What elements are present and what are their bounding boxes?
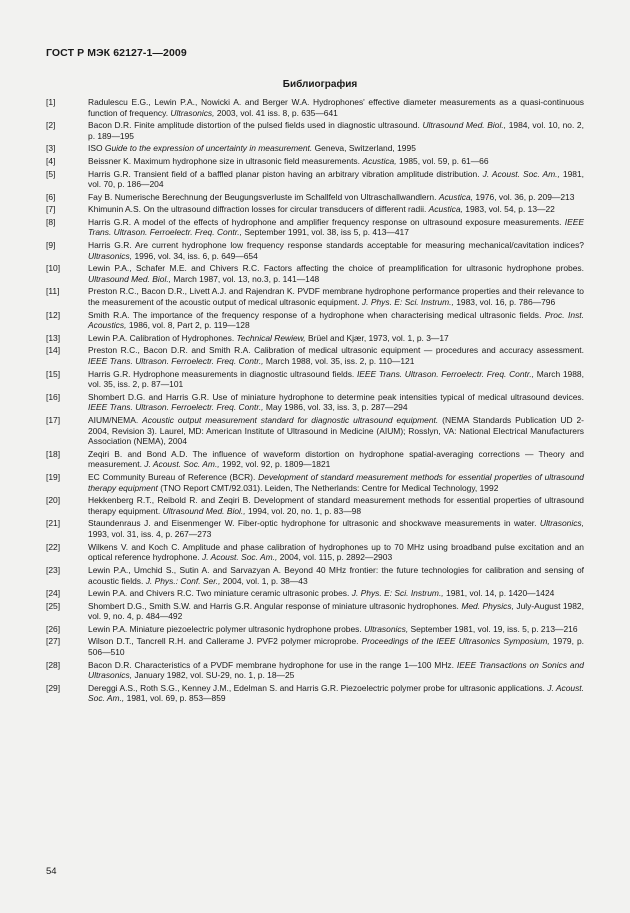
reference-details: Brüel and Kjær, 1973, vol. 1, p. 3—17 — [308, 332, 449, 343]
reference-source: J. Acoust. Soc. Am., — [202, 552, 278, 563]
reference-number: [18] — [46, 448, 61, 459]
reference-number: [6] — [46, 191, 56, 202]
reference-number: [11] — [46, 286, 60, 297]
reference-authors-title: Khimunin A.S. On the ultrasound diffraction losses for circular transducers of different radii. — [88, 204, 427, 215]
reference-number: [8] — [46, 216, 56, 227]
reference-number: [21] — [46, 518, 61, 529]
reference-text — [88, 472, 584, 493]
reference-details: (NEMA Standards Publication UD 2-2004, Revision 3). Laurel, MD: American Institute of Ultrasound in Medicine (AIUM); Rosslyn, VA: National Electrical Manufacturers Association (NEMA), 2004 — [88, 414, 584, 447]
reference-details: 2004, vol. 115, p. 2892—2903 — [279, 552, 393, 563]
reference-source: IEEE Transactions on Sonics and Ultrasonics, — [88, 659, 584, 681]
reference-text — [88, 601, 584, 622]
reference-item — [46, 143, 584, 154]
reference-list — [46, 97, 584, 706]
reference-authors-title: Beissner K. Maximum hydrophone size in ultrasonic field measurements. — [88, 155, 360, 166]
reference-text — [88, 263, 584, 284]
reference-source: J. Acoust. Soc. Am., — [88, 682, 585, 704]
reference-text — [88, 449, 584, 470]
reference-source: Med. Physics, — [461, 600, 514, 611]
reference-text — [88, 333, 584, 344]
reference-source: Ultrasound Med. Biol., — [88, 273, 172, 284]
reference-source: Development of standard measurement methods for essential properties of ultrasound therapy equipment — [88, 472, 584, 493]
reference-authors-title: Zeqiri B. and Bond A.D. The influence of waveform distortion on hydrophone spatial-averaging corrections — Theory and measurement. — [88, 448, 584, 470]
reference-authors-title: Preston R.C., Bacon D.R. and Smith R.A. Calibration of medical ultrasonic equipment — procedures and accuracy assessment. — [88, 345, 584, 356]
reference-item — [46, 286, 584, 307]
reference-item — [46, 310, 584, 331]
reference-source: Proc. Inst. Acoustics, — [88, 309, 584, 331]
reference-number: [10] — [46, 263, 61, 274]
reference-number: [12] — [46, 309, 61, 320]
reference-number: [15] — [46, 368, 61, 379]
reference-details: May 1986, vol. 33, iss. 3, p. 287—294 — [265, 402, 408, 413]
reference-number: [2] — [46, 120, 56, 131]
reference-item — [46, 156, 584, 167]
reference-details: 1983, vol. 54, p. 13—22 — [465, 204, 555, 215]
reference-item — [46, 263, 584, 284]
reference-details: 1981, vol. 70, p. 186—204 — [88, 168, 584, 190]
reference-number: [9] — [46, 240, 56, 250]
reference-text — [88, 120, 584, 141]
reference-item — [46, 472, 584, 493]
reference-authors-title: Harris G.R. Hydrophone measurements in diagnostic ultrasound fields. — [88, 368, 355, 379]
reference-number: [3] — [46, 143, 56, 154]
reference-authors-title: Shombert D.G., Smith S.W. and Harris G.R. Angular response of miniature ultrasonic hydrophones. — [88, 600, 459, 611]
reference-number: [27] — [46, 636, 61, 647]
reference-details: 1981, vol. 69, p. 853—859 — [126, 693, 226, 704]
reference-number: [13] — [46, 332, 61, 343]
reference-text — [88, 143, 584, 154]
reference-number: [5] — [46, 168, 56, 179]
reference-text — [88, 192, 584, 203]
reference-item — [46, 449, 584, 470]
reference-source: Ultrasound Med. Biol., — [162, 505, 246, 516]
reference-source: J. Phys. E: Sci. Instrum., — [361, 297, 454, 308]
reference-text — [88, 392, 584, 413]
reference-source: Ultrasonics, — [539, 518, 584, 529]
reference-authors-title: Smith R.A. The importance of the frequency response of a hydrophone when characterising medical ultrasonic fields. — [88, 309, 542, 320]
reference-authors-title: Wilkens V. and Koch C. Amplitude and phase calibration of hydrophones up to 70 MHz using broadband pulse excitation and an optical reference hydrophone. — [88, 541, 584, 563]
reference-authors-title: AIUM/NEMA. — [88, 414, 139, 425]
reference-source: IEEE Trans. Ultrason. Ferroelectr. Freq. Contr., — [88, 216, 584, 238]
reference-text — [88, 565, 584, 586]
reference-number: [26] — [46, 623, 61, 634]
reference-item — [46, 345, 584, 366]
reference-authors-title: Lewin P.A., Schafer M.E. and Chivers R.C. Factors affecting the choice of preamplification for ultrasonic hydrophone probes. — [88, 263, 584, 274]
reference-source: J. Acoust. Soc. Am., — [144, 459, 220, 470]
reference-source: Ultrasonics, — [170, 107, 215, 118]
reference-number: [16] — [46, 391, 61, 402]
reference-details: July-August 1982, vol. 9, no. 4, p. 484—492 — [88, 600, 584, 622]
reference-authors-title: Lewin P.A., Umchid S., Sutin A. and Sarvazyan A. Beyond 40 MHz frontier: the future technologies for calibration and sensing of acoustic fields. — [88, 564, 584, 586]
reference-item — [46, 392, 584, 413]
reference-text — [88, 286, 584, 307]
reference-authors-title: Fay B. Numerische Berechnung der Beugungsverluste im Schallfeld von Ultraschallwandlern. — [88, 191, 437, 202]
reference-details: Geneva, Switzerland, 1995 — [314, 143, 416, 154]
reference-number: [17] — [46, 414, 61, 425]
reference-source: Proceedings of the IEEE Ultrasonics Symposium, — [361, 636, 550, 647]
reference-item — [46, 660, 584, 681]
reference-details: 1992, vol. 92, p. 1809—1821 — [222, 459, 331, 470]
reference-number: [1] — [46, 97, 56, 107]
reference-item — [46, 565, 584, 586]
reference-number: [20] — [46, 495, 61, 506]
reference-details: (TNO Report CMT/92.031). Leiden, The Netherlands: Centre for Medical Technology, 1992 — [160, 482, 499, 493]
reference-details: March 1988, vol. 35, iss. 2, p. 110—121 — [265, 356, 415, 367]
reference-number: [22] — [46, 541, 61, 552]
reference-details: 2003, vol. 41 iss. 8, p. 635—641 — [216, 107, 338, 118]
reference-details: 1976, vol. 36, p. 209—213 — [475, 191, 575, 202]
reference-source: J. Acoust. Soc. Am., — [482, 168, 560, 179]
reference-details: 1985, vol. 59, p. 61—66 — [398, 155, 489, 166]
reference-source: Acustica, — [428, 204, 463, 215]
reference-authors-title: Shombert D.G. and Harris G.R. Use of miniature hydrophone to determine peak intensities typical of medical ultrasound devices. — [88, 391, 584, 402]
reference-authors-title: Wilson D.T., Tancrell R.H. and Callerame J. PVF2 polymer microprobe. — [88, 636, 359, 647]
reference-details: 1983, vol. 16, p. 786—796 — [456, 297, 556, 308]
reference-source: Ultrasonics, — [364, 623, 409, 634]
reference-details: September 1991, vol. 38, iss 5, p. 413—417 — [244, 227, 409, 238]
reference-details: 2004, vol. 1, p. 38—43 — [222, 575, 308, 586]
reference-authors-title: Harris G.R. Transient field of a baffled planar piston having an arbitrary vibration amplitude distribution. — [88, 168, 480, 179]
reference-number: [7] — [46, 204, 56, 215]
reference-text — [88, 518, 584, 539]
reference-text — [88, 369, 584, 390]
reference-source: J. Phys. E: Sci. Instrum., — [351, 588, 444, 599]
reference-source: IEEE Trans. Ultrason. Ferroelectr. Freq. Contr., — [88, 356, 264, 367]
reference-authors-title: ISO — [88, 143, 103, 154]
reference-details: March 1988, vol. 35, iss. 2, p. 87—101 — [88, 368, 584, 390]
reference-text — [88, 156, 584, 167]
reference-text — [88, 204, 584, 215]
reference-item — [46, 217, 584, 238]
reference-authors-title: Lewin P.A. and Chivers R.C. Two miniature ceramic ultrasonic probes. — [88, 588, 350, 599]
reference-authors-title: Dereggi A.S., Roth S.G., Kenney J.M., Edelman S. and Harris G.R. Piezoelectric polymer probe for ultrasonic applications. — [88, 682, 545, 693]
reference-authors-title: Lewin P.A. Miniature piezoelectric polymer ultrasonic hydrophone probes. — [88, 623, 362, 634]
reference-details: September 1981, vol. 19, iss. 5, p. 213—216 — [410, 623, 578, 634]
reference-item — [46, 369, 584, 390]
reference-item — [46, 240, 584, 261]
reference-authors-title: Bacon D.R. Characteristics of a PVDF membrane hydrophone for use in the range 1—100 MHz. — [88, 659, 454, 670]
reference-text — [88, 415, 584, 447]
reference-authors-title: EC Community Bureau of Reference (BCR). — [88, 472, 256, 483]
reference-item — [46, 192, 584, 203]
reference-details: 1984, vol. 10, no. 2, p. 189—195 — [88, 120, 584, 141]
reference-authors-title: Staundenraus J. and Eisenmenger W. Fiber-optic hydrophone for ultrasonic and shockwave measurements in water. — [88, 518, 537, 529]
reference-number: [14] — [46, 345, 61, 356]
reference-authors-title: Harris G.R. A model of the effects of hydrophone and amplifier frequency response on ultrasound exposure measurements. — [88, 216, 562, 227]
reference-text — [88, 624, 584, 635]
reference-details: 1981, vol. 14, p. 1420—1424 — [446, 588, 555, 599]
reference-item — [46, 624, 584, 635]
reference-item — [46, 333, 584, 344]
reference-source: IEEE Trans. Ultrason. Ferroelectr. Freq. Contr., — [88, 402, 264, 413]
reference-authors-title: Radulescu E.G., Lewin P.A., Nowicki A. and Berger W.A. Hydrophones' effective diameter measurements as a quasi-continuous function of frequency. — [88, 97, 584, 118]
reference-item — [46, 120, 584, 141]
reference-item — [46, 636, 584, 657]
reference-details: 1979, p. 506—510 — [88, 636, 584, 657]
page-number: 54 — [46, 866, 57, 877]
reference-text — [88, 217, 584, 238]
reference-details: January 1982, vol. SU-29, no. 1, p. 18—25 — [134, 670, 295, 681]
reference-text — [88, 240, 584, 261]
reference-text — [88, 542, 584, 563]
reference-source: Acustica, — [362, 155, 397, 166]
reference-source: J. Phys.: Conf. Ser., — [145, 575, 221, 586]
reference-text — [88, 345, 584, 366]
reference-item — [46, 204, 584, 215]
reference-authors-title: Bacon D.R. Finite amplitude distortion of the pulsed fields used in diagnostic ultrasound. — [88, 120, 420, 131]
reference-item — [46, 495, 584, 516]
reference-item — [46, 169, 584, 190]
reference-authors-title: Hekkenberg R.T., Reibold R. and Zeqiri B. Development of standard measurement methods for essential properties of ultrasound therapy equipment. — [88, 495, 584, 516]
reference-details: 1994, vol. 20, no. 1, p. 83—98 — [247, 505, 362, 516]
reference-item — [46, 97, 584, 118]
reference-source: Acustica, — [438, 191, 474, 202]
reference-source: Acoustic output measurement standard for diagnostic ultrasound equipment. — [142, 414, 439, 425]
reference-text — [88, 169, 584, 190]
reference-text — [88, 660, 584, 681]
reference-item — [46, 518, 584, 539]
reference-source: Ultrasound Med. Biol., — [422, 120, 507, 131]
reference-text — [88, 636, 584, 657]
reference-authors-title: Lewin P.A. Calibration of Hydrophones. — [88, 332, 235, 343]
reference-item — [46, 683, 584, 704]
reference-number: [25] — [46, 600, 61, 611]
reference-number: [24] — [46, 588, 61, 599]
reference-item — [46, 588, 584, 599]
reference-number: [23] — [46, 564, 61, 575]
reference-text — [88, 310, 584, 331]
reference-details: 1986, vol. 8, Part 2, p. 119—128 — [128, 320, 250, 331]
reference-number: [29] — [46, 682, 61, 693]
reference-item — [46, 601, 584, 622]
reference-authors-title: Harris G.R. Are current hydrophone low frequency response standards acceptable for measuring mechanical/cavitation indices? — [88, 240, 584, 250]
reference-number: [4] — [46, 155, 56, 166]
reference-details: 1996, vol. 34, iss. 6, p. 649—654 — [134, 250, 258, 261]
reference-source: Guide to the expression of uncertainty in measurement. — [104, 143, 313, 154]
reference-source: Technical Rewiew, — [236, 332, 306, 343]
bibliography-title: Библиография — [282, 79, 358, 90]
reference-text — [88, 683, 584, 704]
reference-text — [88, 588, 584, 599]
reference-number: [28] — [46, 659, 61, 670]
reference-authors-title: Preston R.C., Bacon D.R., Livett A.J. and Rajendran K. PVDF membrane hydrophone performance properties and their relevance to the measurement of the acoustic output of medical ultrasonic equipment. — [88, 286, 584, 308]
reference-item — [46, 415, 584, 447]
reference-text — [88, 495, 584, 516]
reference-number: [19] — [46, 472, 61, 483]
reference-source: IEEE Trans. Ultrason. Ferroelectr. Freq. Contr., — [356, 368, 535, 379]
reference-text — [88, 97, 584, 118]
reference-item — [46, 542, 584, 563]
reference-details: 1993, vol. 31, iss. 4, p. 267—273 — [88, 529, 212, 540]
document-code-header: ГОСТ Р МЭК 62127-1—2009 — [46, 47, 187, 59]
reference-source: Ultrasonics, — [88, 250, 133, 261]
reference-details: March 1987, vol. 13, no.3, p. 141—148 — [173, 273, 320, 284]
